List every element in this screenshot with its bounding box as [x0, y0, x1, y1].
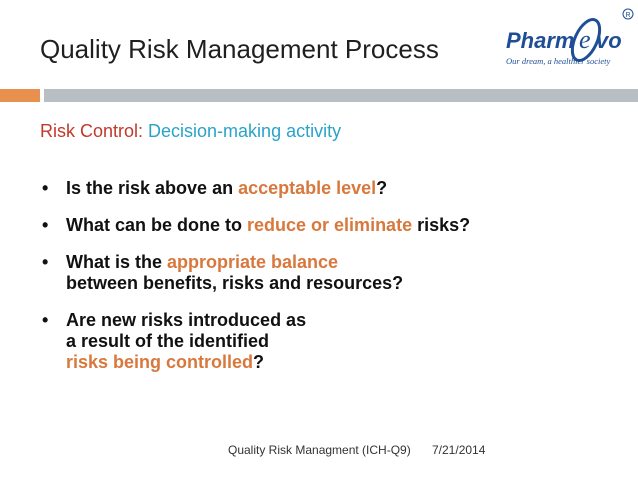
title-rule-accent — [0, 89, 40, 102]
bullet-text: ? — [253, 352, 265, 372]
footer-date: 7/21/2014 — [432, 443, 486, 457]
logo-tagline: Our dream, a healthier society — [506, 56, 611, 66]
slide-subtitle — [40, 121, 341, 142]
bullet-icon: • — [42, 310, 49, 330]
bullet-highlight-text: appropriate balance — [167, 252, 339, 272]
bullet-line — [66, 331, 620, 352]
logo-text-vo: vo — [596, 28, 622, 53]
bullet-line — [66, 273, 620, 294]
bullet-item — [40, 178, 620, 199]
bullet-text: What can be done to — [66, 215, 248, 235]
bullet-text: What is the — [66, 252, 168, 272]
registered-mark-letter: R — [625, 12, 631, 19]
footer-text: Quality Risk Managment (ICH-Q9) — [228, 443, 411, 457]
subtitle-topic: Risk Control: — [40, 121, 144, 141]
bullet-list — [40, 178, 620, 389]
bullet-item — [40, 215, 620, 236]
bullet-highlight-text: acceptable level — [238, 178, 377, 198]
bullet-icon: • — [42, 215, 49, 235]
bullet-text: Are new risks introduced as — [66, 310, 307, 330]
bullet-icon: • — [42, 178, 49, 198]
bullet-line — [66, 252, 620, 273]
title-rule — [44, 89, 638, 102]
bullet-item — [40, 252, 620, 294]
pharmevo-logo — [500, 6, 636, 76]
bullet-text: a result of the identified — [66, 331, 270, 351]
logo-text-pharm: Pharm — [506, 28, 575, 53]
bullet-item — [40, 310, 620, 373]
bullet-highlight-text: risks being controlled — [66, 352, 254, 372]
slide-title: Quality Risk Management Process — [40, 34, 439, 64]
bullet-text: risks? — [412, 215, 471, 235]
bullet-line — [66, 352, 620, 373]
logo-letter-e: e — [579, 25, 591, 54]
bullet-line — [66, 215, 620, 236]
bullet-text: Is the risk above an — [66, 178, 239, 198]
bullet-text: ? — [376, 178, 388, 198]
bullet-icon: • — [42, 252, 49, 272]
bullet-line — [66, 178, 620, 199]
bullet-text: between benefits, risks and resources? — [66, 273, 404, 293]
subtitle-description: Decision-making activity — [143, 121, 342, 141]
bullet-highlight-text: reduce or eliminate — [247, 215, 413, 235]
bullet-line — [66, 310, 620, 331]
